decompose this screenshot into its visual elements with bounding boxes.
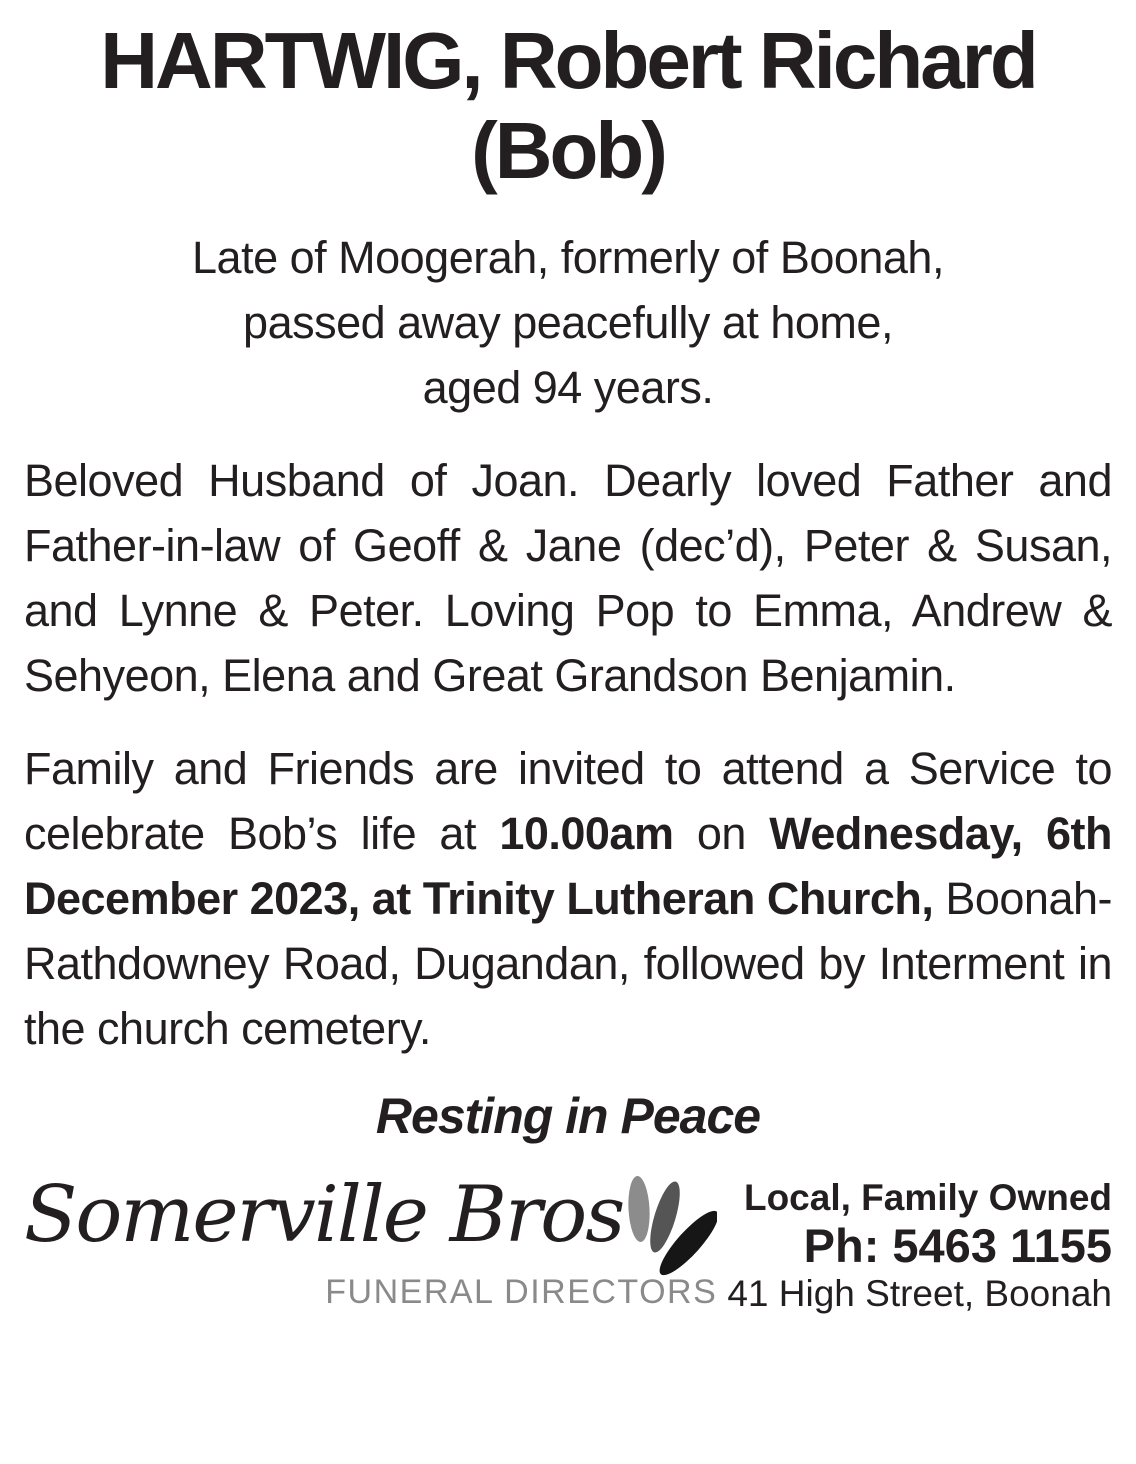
brand-name: Somerville Bros — [24, 1170, 624, 1261]
closing-phrase: Resting in Peace — [375, 1088, 761, 1145]
service-paragraph — [24, 736, 1112, 1061]
intro-line1: Late of Moogerah, formerly of Boonah, — [192, 232, 944, 284]
service-text-1: Family and Friends are invited to attend a Service to celebrate Bob’s life at — [24, 743, 1112, 860]
leaves-icon — [617, 1171, 717, 1283]
family-paragraph: Beloved Husband of Joan. Dearly loved Father and Father-in-law of Geoff & Jane (dec’d), Peter & Susan, and Lynne & Peter. Loving Pop to Emma, Andrew & Sehyeon, Elena and Great Grandson Benjamin. — [24, 455, 1112, 702]
service-text-3: Boonah-Rathdowney Road, Dugandan, followed by Interment in the church cemetery. — [24, 873, 1112, 1055]
brand-block — [24, 1170, 718, 1312]
brand-subtitle: FUNERAL DIRECTORS — [325, 1273, 718, 1312]
deceased-name-line2: (Bob) — [471, 105, 665, 195]
service-time-bold: 10.00am — [499, 808, 674, 860]
intro-line2: passed away peacefully at home, — [243, 297, 893, 349]
brand-logo — [24, 1170, 717, 1283]
deceased-name-heading — [24, 16, 1112, 195]
contact-block — [727, 1175, 1112, 1317]
funeral-director-footer — [24, 1170, 1112, 1317]
intro-line3: aged 94 years. — [422, 362, 714, 414]
service-text-2: on — [673, 808, 770, 860]
deceased-name-line1: HARTWIG, Robert Richard — [100, 16, 1036, 105]
tagline: Local, Family Owned — [743, 1177, 1112, 1219]
street-address: 41 High Street, Boonah — [727, 1273, 1112, 1315]
intro-paragraph — [24, 225, 1112, 420]
service-date-venue-bold: Wednesday, 6th December 2023, at Trinity Lutheran Church, — [24, 808, 1112, 925]
phone-number: Ph: 5463 1155 — [803, 1218, 1112, 1272]
